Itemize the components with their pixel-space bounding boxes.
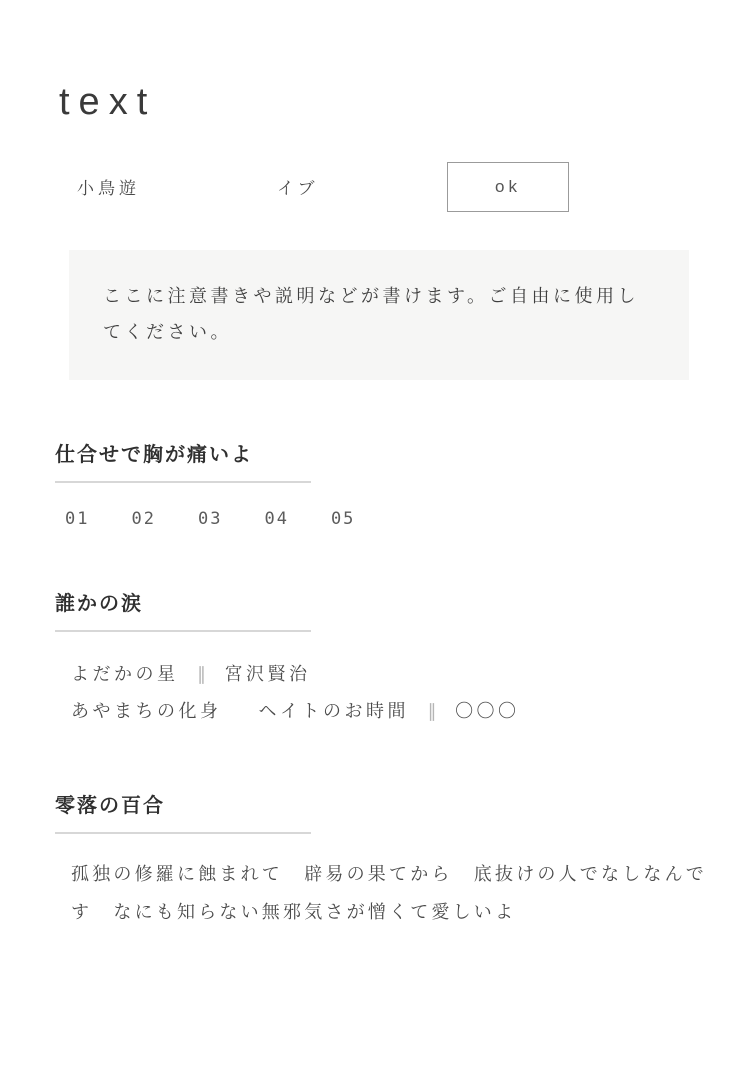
item-title-a: あやまちの化身 bbox=[71, 701, 222, 722]
section-one-heading: 仕合せで胸が痛いよ bbox=[55, 443, 253, 466]
number-list bbox=[55, 509, 695, 529]
ok-button[interactable]: ok bbox=[447, 162, 569, 212]
item-title: よだかの星 bbox=[71, 663, 179, 684]
number-item[interactable]: 01 bbox=[65, 508, 90, 529]
number-item[interactable]: 02 bbox=[131, 508, 156, 529]
first-name-label: 小鳥遊 bbox=[77, 179, 140, 199]
divider-icon: ∥ bbox=[427, 701, 437, 722]
section-one-rule bbox=[55, 481, 311, 483]
number-item[interactable]: 04 bbox=[264, 508, 289, 529]
item-author: 宮沢賢治 bbox=[224, 663, 311, 684]
divider-icon: ∥ bbox=[197, 663, 207, 684]
section-two-rule bbox=[55, 630, 311, 632]
second-name-label: イブ bbox=[277, 179, 319, 199]
section-one bbox=[55, 438, 695, 529]
item-line-one bbox=[71, 656, 695, 694]
item-title-c: 〇〇〇 bbox=[455, 701, 520, 722]
note-box bbox=[69, 250, 689, 380]
name-row bbox=[55, 162, 695, 212]
section-three-body bbox=[55, 856, 711, 932]
item-title-b: ヘイトのお時間 bbox=[258, 701, 410, 722]
section-two bbox=[55, 587, 695, 732]
section-three bbox=[55, 789, 707, 932]
section-three-heading: 零落の百合 bbox=[55, 795, 165, 818]
number-item[interactable]: 05 bbox=[330, 508, 356, 529]
paragraph-text: 孤独の修羅に蝕まれて 辟易の果てから 底抜けの人でなしなんです なにも知らない無邪気さが憎くて愛しいよ bbox=[71, 864, 707, 922]
item-line-two bbox=[71, 693, 695, 731]
section-two-heading: 誰かの涙 bbox=[55, 592, 143, 615]
section-three-rule bbox=[55, 832, 311, 834]
number-item[interactable]: 03 bbox=[197, 508, 223, 529]
note-text: ここに注意書きや説明などが書けます。ご自由に使用してください。 bbox=[103, 285, 640, 342]
page-title: text bbox=[59, 81, 157, 123]
section-two-items bbox=[55, 656, 695, 732]
